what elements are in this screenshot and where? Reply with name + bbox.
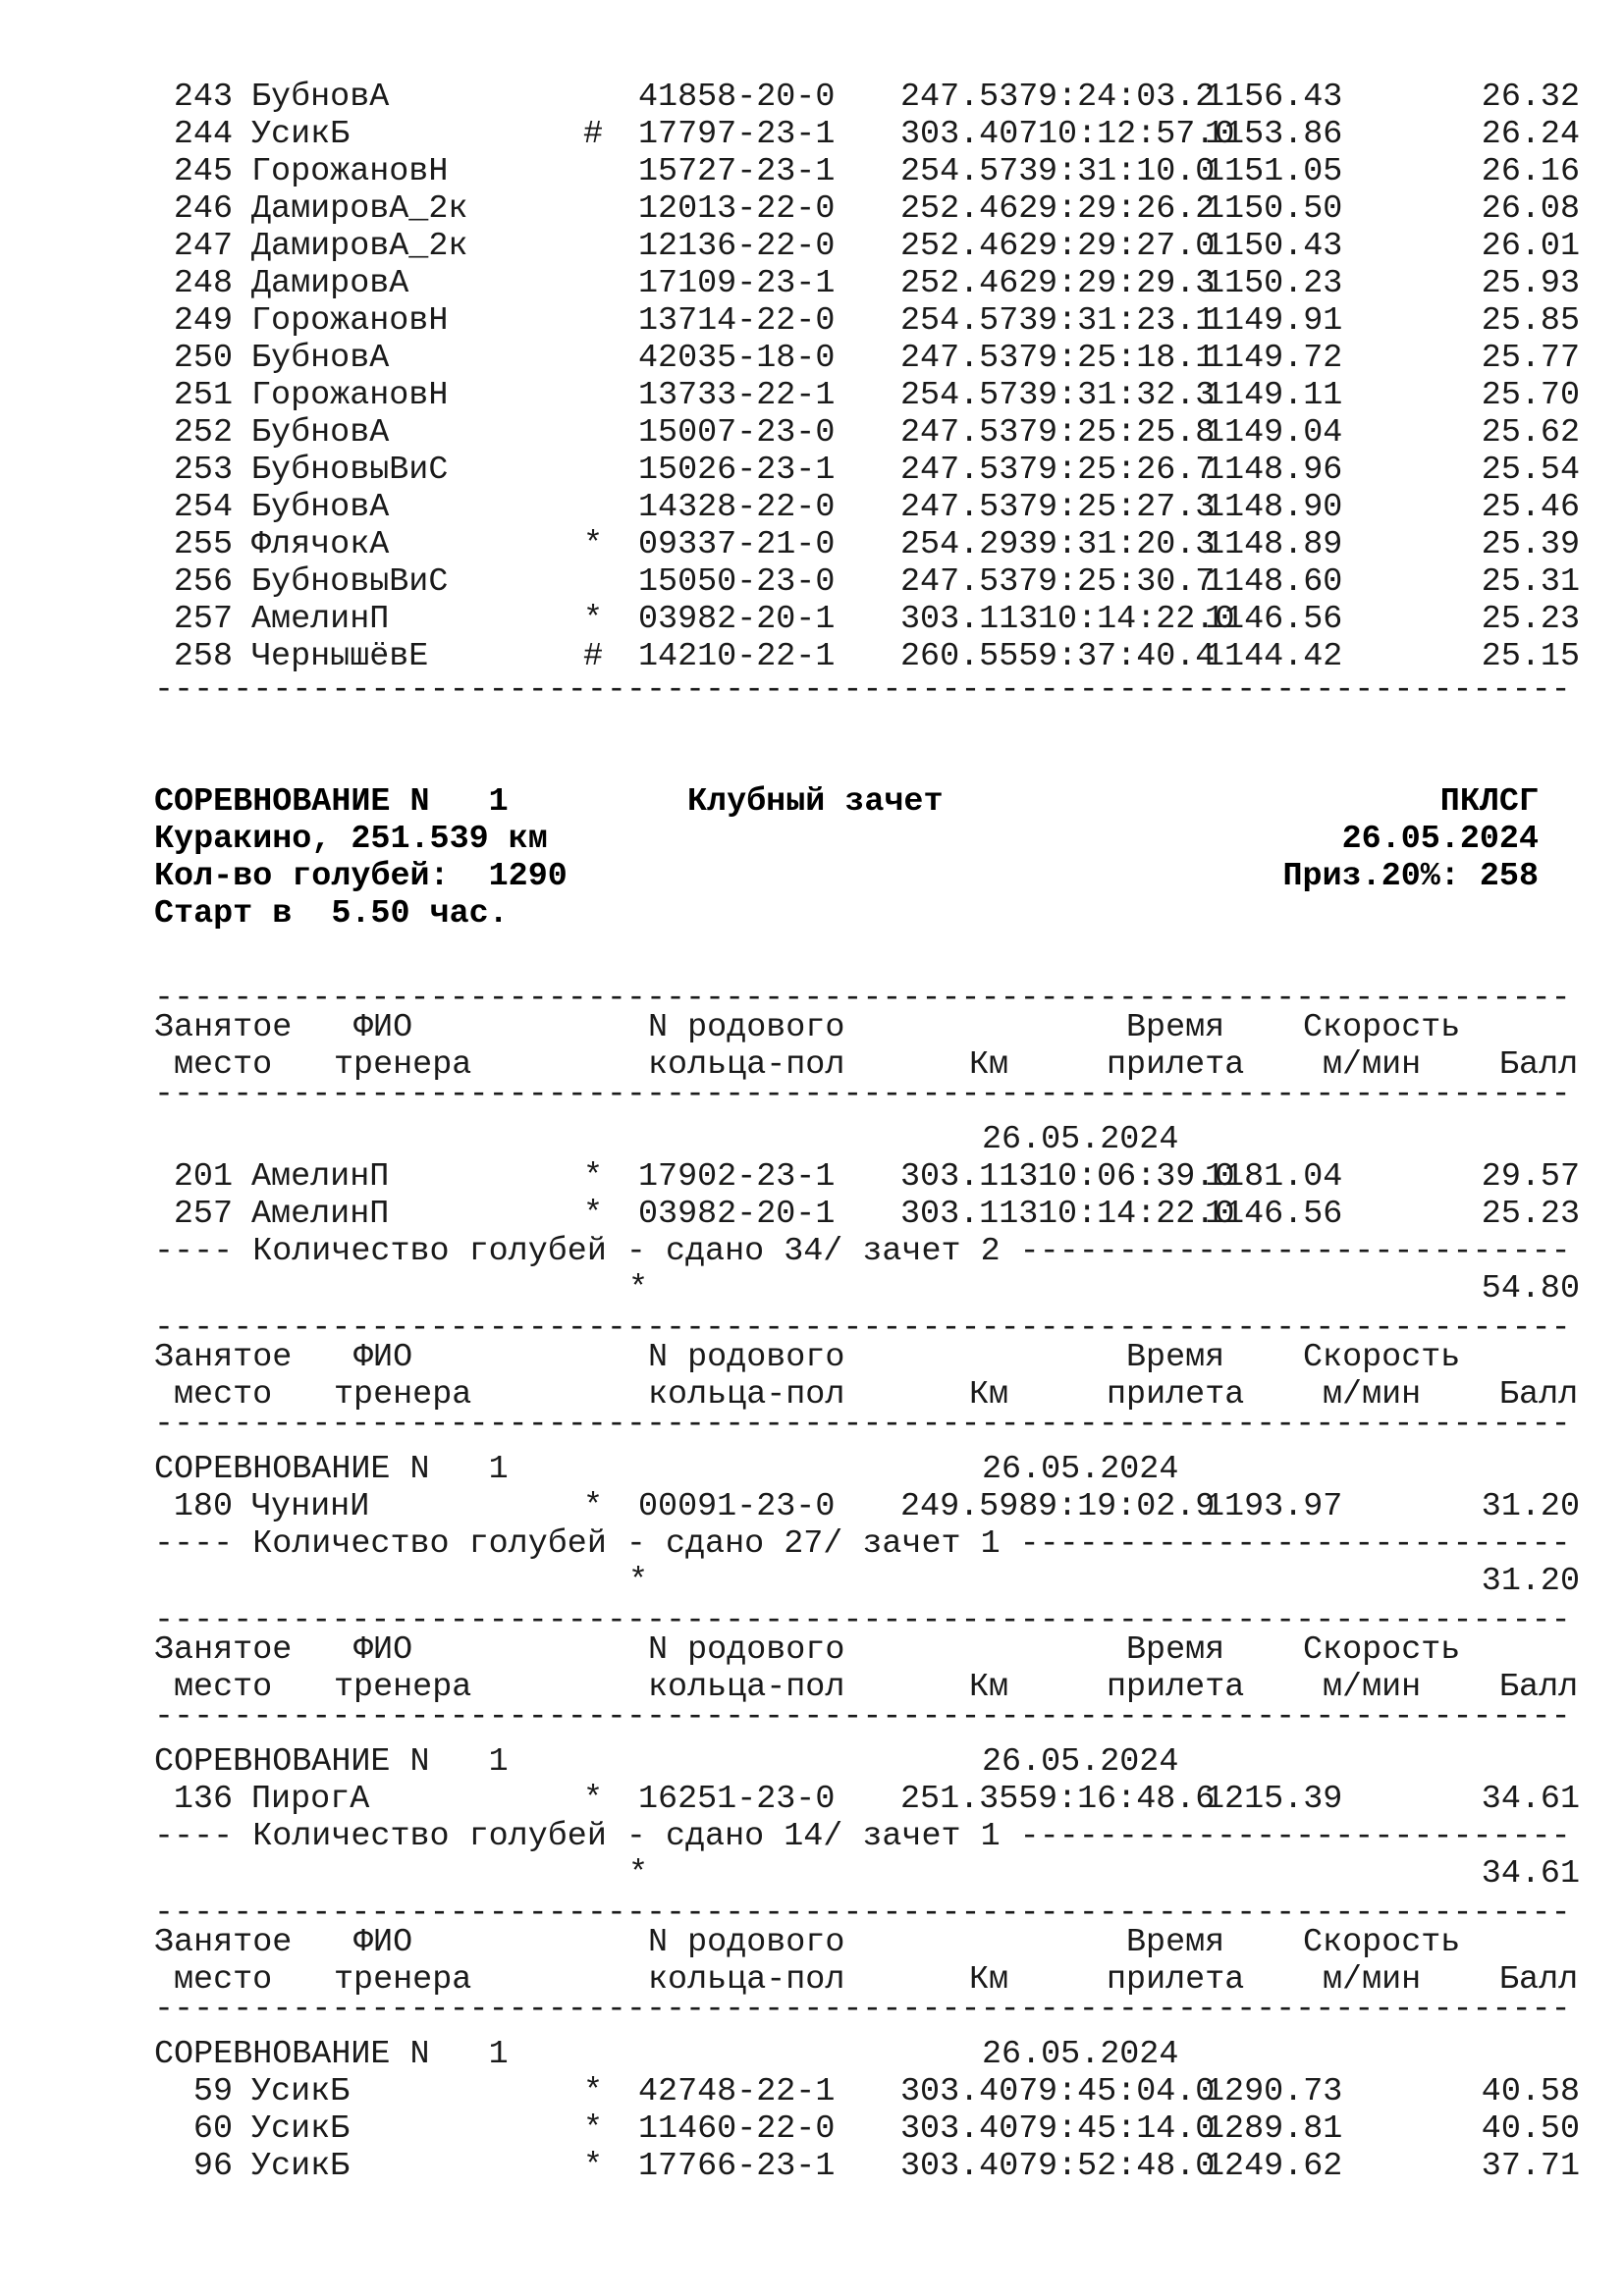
- result-row: [154, 489, 1580, 526]
- header-time: Время: [1126, 1339, 1225, 1376]
- header-place: Занятое: [154, 1924, 293, 1961]
- place-cell: 243: [173, 79, 233, 116]
- total-mark: *: [628, 1855, 649, 1893]
- header-speed-2: м/мин: [1323, 1961, 1422, 1999]
- arrival-time-cell: 9:25:18.1: [1038, 340, 1216, 377]
- km-cell: 252.462: [900, 190, 1039, 228]
- trainer-name-cell: УсикБ: [251, 2073, 351, 2110]
- organization-code: ПКЛСГ: [1439, 783, 1539, 821]
- score-cell: 40.50: [1481, 2110, 1580, 2148]
- mark-cell: *: [583, 526, 604, 563]
- header-ring-2: кольца-пол: [648, 1376, 845, 1414]
- header-time-2: прилета: [1107, 1669, 1245, 1706]
- group-result-row: [154, 2110, 1580, 2148]
- ring-number-cell: 14210-22-1: [638, 638, 836, 675]
- header-name: ФИО: [353, 1009, 413, 1046]
- speed-cell: 1156.43: [1205, 79, 1343, 116]
- header-time-2: прилета: [1107, 1961, 1245, 1999]
- pigeon-count: Кол-во голубей: 1290: [154, 858, 568, 895]
- place-cell: 60: [192, 2110, 233, 2148]
- score-cell: 25.15: [1481, 638, 1580, 675]
- trainer-name-cell: БубновА: [251, 489, 390, 526]
- km-cell: 254.573: [900, 377, 1039, 414]
- place-cell: 244: [173, 116, 233, 153]
- group-total-line: [154, 1270, 1580, 1308]
- ring-number-cell: 15050-23-0: [638, 563, 836, 601]
- competition-title: СОРЕВНОВАНИЕ N 1: [154, 783, 509, 821]
- km-cell: 303.407: [900, 2073, 1039, 2110]
- speed-cell: 1148.60: [1205, 563, 1343, 601]
- place-cell: 245: [173, 153, 233, 190]
- table-end-rule: ------------------------------------------------------------------------: [154, 671, 1571, 709]
- result-row: [154, 190, 1580, 228]
- trainer-name-cell: БубновыВиС: [251, 563, 449, 601]
- arrival-time-cell: 9:37:40.4: [1038, 638, 1216, 675]
- km-cell: 247.537: [900, 340, 1039, 377]
- score-cell: 34.61: [1481, 1781, 1580, 1818]
- km-cell: 249.598: [900, 1488, 1039, 1525]
- result-row: [154, 340, 1580, 377]
- arrival-time-cell: 10:12:57.0: [1038, 116, 1235, 153]
- header-line: [154, 858, 1539, 895]
- header-bottom-rule: ------------------------------------------------------------------------: [154, 1406, 1571, 1443]
- header-place: Занятое: [154, 1631, 293, 1669]
- km-cell: 303.407: [900, 116, 1039, 153]
- place-cell: 247: [173, 228, 233, 265]
- header-name: ФИО: [353, 1631, 413, 1669]
- header-time: Время: [1126, 1924, 1225, 1961]
- speed-cell: 1151.05: [1205, 153, 1343, 190]
- header-line: [154, 783, 1539, 821]
- group-top-rule: ------------------------------------------------------------------------: [154, 980, 1571, 1017]
- ring-number-cell: 13714-22-0: [638, 302, 836, 340]
- arrival-time-cell: 9:45:14.0: [1038, 2110, 1216, 2148]
- group-date: 26.05.2024: [982, 1451, 1179, 1488]
- header-km: Км: [969, 1669, 1009, 1706]
- trainer-name-cell: ФлячокА: [251, 526, 390, 563]
- trainer-name-cell: ГорожановН: [251, 153, 449, 190]
- group-date: 26.05.2024: [982, 1743, 1179, 1781]
- speed-cell: 1193.97: [1205, 1488, 1343, 1525]
- place-cell: 249: [173, 302, 233, 340]
- group-summary-line: ---- Количество голубей - сдано 34/ зачет 2 ----------------------------: [154, 1233, 1571, 1270]
- score-cell: 25.23: [1481, 601, 1580, 638]
- header-speed: Скорость: [1303, 1924, 1461, 1961]
- score-cell: 31.20: [1481, 1488, 1580, 1525]
- speed-cell: 1148.96: [1205, 452, 1343, 489]
- mark-cell: *: [583, 2110, 604, 2148]
- speed-cell: 1149.04: [1205, 414, 1343, 452]
- group-top-rule: ------------------------------------------------------------------------: [154, 1309, 1571, 1347]
- score-cell: 25.77: [1481, 340, 1580, 377]
- group-total-score: 31.20: [1481, 1563, 1580, 1600]
- header-score: Балл: [1499, 1961, 1579, 1999]
- column-header-line-1: [154, 1339, 1580, 1376]
- arrival-time-cell: 9:25:27.3: [1038, 489, 1216, 526]
- result-row: [154, 228, 1580, 265]
- header-time-2: прилета: [1107, 1376, 1245, 1414]
- arrival-time-cell: 9:29:29.3: [1038, 265, 1216, 302]
- trainer-name-cell: ЧунинИ: [251, 1488, 370, 1525]
- header-place: Занятое: [154, 1339, 293, 1376]
- speed-cell: 1144.42: [1205, 638, 1343, 675]
- result-row: [154, 563, 1580, 601]
- result-row: [154, 79, 1580, 116]
- arrival-time-cell: 9:52:48.0: [1038, 2148, 1216, 2185]
- speed-cell: 1153.86: [1205, 116, 1343, 153]
- score-cell: 25.70: [1481, 377, 1580, 414]
- trainer-name-cell: АмелинП: [251, 1196, 390, 1233]
- ring-number-cell: 09337-21-0: [638, 526, 836, 563]
- mark-cell: *: [583, 2073, 604, 2110]
- release-location: Куракино, 251.539 км: [154, 821, 548, 858]
- header-km: Км: [969, 1046, 1009, 1084]
- header-speed: Скорость: [1303, 1631, 1461, 1669]
- score-cell: 26.08: [1481, 190, 1580, 228]
- result-row: [154, 302, 1580, 340]
- header-name-2: тренера: [334, 1046, 472, 1084]
- place-cell: 258: [173, 638, 233, 675]
- km-cell: 303.113: [900, 1158, 1039, 1196]
- group-total-line: [154, 1855, 1580, 1893]
- header-ring: N родового: [648, 1924, 845, 1961]
- place-cell: 254: [173, 489, 233, 526]
- ring-number-cell: 42748-22-1: [638, 2073, 836, 2110]
- arrival-time-cell: 9:31:32.3: [1038, 377, 1216, 414]
- km-cell: 303.113: [900, 1196, 1039, 1233]
- km-cell: 254.573: [900, 153, 1039, 190]
- trainer-name-cell: БубновыВиС: [251, 452, 449, 489]
- km-cell: 254.293: [900, 526, 1039, 563]
- group-competition-label: СОРЕВНОВАНИЕ N 1: [154, 1451, 509, 1488]
- group-result-row: [154, 2073, 1580, 2110]
- ring-number-cell: 12013-22-0: [638, 190, 836, 228]
- column-header-line-1: [154, 1924, 1580, 1961]
- ring-number-cell: 41858-20-0: [638, 79, 836, 116]
- place-cell: 257: [173, 1196, 233, 1233]
- group-summary-line: ---- Количество голубей - сдано 27/ зачет 1 ----------------------------: [154, 1525, 1571, 1563]
- group-summary-line: ---- Количество голубей - сдано 14/ зачет 1 ----------------------------: [154, 1818, 1571, 1855]
- header-bottom-rule: ------------------------------------------------------------------------: [154, 1991, 1571, 2028]
- total-mark: *: [628, 1270, 649, 1308]
- ring-number-cell: 17766-23-1: [638, 2148, 836, 2185]
- header-ring: N родового: [648, 1339, 845, 1376]
- header-ring: N родового: [648, 1009, 845, 1046]
- score-cell: 25.85: [1481, 302, 1580, 340]
- ring-number-cell: 11460-22-0: [638, 2110, 836, 2148]
- header-name: ФИО: [353, 1924, 413, 1961]
- ring-number-cell: 03982-20-1: [638, 1196, 836, 1233]
- header-ring: N родового: [648, 1631, 845, 1669]
- header-name-2: тренера: [334, 1669, 472, 1706]
- arrival-time-cell: 10:14:22.0: [1038, 1196, 1235, 1233]
- score-cell: 37.71: [1481, 2148, 1580, 2185]
- ring-number-cell: 15727-23-1: [638, 153, 836, 190]
- header-place-2: место: [174, 1046, 273, 1084]
- speed-cell: 1148.90: [1205, 489, 1343, 526]
- header-km: Км: [969, 1376, 1009, 1414]
- ring-number-cell: 13733-22-1: [638, 377, 836, 414]
- score-cell: 25.39: [1481, 526, 1580, 563]
- group-result-row: [154, 1488, 1580, 1525]
- trainer-name-cell: ГорожановН: [251, 302, 449, 340]
- trainer-name-cell: БубновА: [251, 340, 390, 377]
- arrival-time-cell: 9:31:20.3: [1038, 526, 1216, 563]
- header-place: Занятое: [154, 1009, 293, 1046]
- prize-percent: Приз.20%: 258: [1282, 858, 1539, 895]
- place-cell: 136: [173, 1781, 233, 1818]
- score-cell: 25.54: [1481, 452, 1580, 489]
- trainer-name-cell: ГорожановН: [251, 377, 449, 414]
- speed-cell: 1150.43: [1205, 228, 1343, 265]
- result-row: [154, 265, 1580, 302]
- place-cell: 248: [173, 265, 233, 302]
- km-cell: 247.537: [900, 79, 1039, 116]
- mark-cell: *: [583, 1196, 604, 1233]
- mark-cell: *: [583, 601, 604, 638]
- speed-cell: 1146.56: [1205, 1196, 1343, 1233]
- speed-cell: 1149.91: [1205, 302, 1343, 340]
- arrival-time-cell: 9:24:03.2: [1038, 79, 1216, 116]
- group-label-line: [154, 1743, 1580, 1781]
- arrival-time-cell: 10:14:22.0: [1038, 601, 1235, 638]
- group-date: 26.05.2024: [982, 2036, 1179, 2073]
- report-subtitle: Клубный зачет: [687, 783, 944, 821]
- arrival-time-cell: 9:45:04.0: [1038, 2073, 1216, 2110]
- ring-number-cell: 15007-23-0: [638, 414, 836, 452]
- ring-number-cell: 17109-23-1: [638, 265, 836, 302]
- trainer-name-cell: ДамировА_2к: [251, 228, 468, 265]
- result-row: [154, 601, 1580, 638]
- place-cell: 255: [173, 526, 233, 563]
- header-speed-2: м/мин: [1323, 1669, 1422, 1706]
- score-cell: 40.58: [1481, 2073, 1580, 2110]
- column-header-line-1: [154, 1631, 1580, 1669]
- trainer-name-cell: ПирогА: [251, 1781, 370, 1818]
- speed-cell: 1181.04: [1205, 1158, 1343, 1196]
- result-row: [154, 414, 1580, 452]
- header-name-2: тренера: [334, 1376, 472, 1414]
- group-top-rule: ------------------------------------------------------------------------: [154, 1895, 1571, 1932]
- group-result-row: [154, 1781, 1580, 1818]
- km-cell: 303.113: [900, 601, 1039, 638]
- header-score: Балл: [1499, 1376, 1579, 1414]
- group-competition-label: СОРЕВНОВАНИЕ N 1: [154, 1743, 509, 1781]
- speed-cell: 1146.56: [1205, 601, 1343, 638]
- score-cell: 25.23: [1481, 1196, 1580, 1233]
- ring-number-cell: 15026-23-1: [638, 452, 836, 489]
- ring-number-cell: 12136-22-0: [638, 228, 836, 265]
- km-cell: 247.537: [900, 414, 1039, 452]
- mark-cell: *: [583, 1781, 604, 1818]
- trainer-name-cell: АмелинП: [251, 601, 390, 638]
- arrival-time-cell: 10:06:39.0: [1038, 1158, 1235, 1196]
- ring-number-cell: 16251-23-0: [638, 1781, 836, 1818]
- header-line: [154, 895, 1539, 933]
- mark-cell: *: [583, 2148, 604, 2185]
- place-cell: 59: [192, 2073, 233, 2110]
- group-result-row: [154, 1196, 1580, 1233]
- result-row: [154, 452, 1580, 489]
- speed-cell: 1148.89: [1205, 526, 1343, 563]
- km-cell: 254.573: [900, 302, 1039, 340]
- header-place-2: место: [174, 1669, 273, 1706]
- speed-cell: 1249.62: [1205, 2148, 1343, 2185]
- arrival-time-cell: 9:29:27.0: [1038, 228, 1216, 265]
- group-competition-label: СОРЕВНОВАНИЕ N 1: [154, 2036, 509, 2073]
- result-row: [154, 526, 1580, 563]
- mark-cell: *: [583, 1158, 604, 1196]
- group-label-line: [154, 1121, 1580, 1158]
- header-speed: Скорость: [1303, 1339, 1461, 1376]
- result-row: [154, 377, 1580, 414]
- ring-number-cell: 42035-18-0: [638, 340, 836, 377]
- trainer-name-cell: ДамировА: [251, 265, 409, 302]
- score-cell: 25.46: [1481, 489, 1580, 526]
- km-cell: 303.407: [900, 2110, 1039, 2148]
- trainer-name-cell: АмелинП: [251, 1158, 390, 1196]
- speed-cell: 1150.50: [1205, 190, 1343, 228]
- group-result-row: [154, 2148, 1580, 2185]
- group-label-line: [154, 1451, 1580, 1488]
- header-speed-2: м/мин: [1323, 1046, 1422, 1084]
- arrival-time-cell: 9:19:02.9: [1038, 1488, 1216, 1525]
- header-name: ФИО: [353, 1339, 413, 1376]
- total-mark: *: [628, 1563, 649, 1600]
- mark-cell: *: [583, 1488, 604, 1525]
- column-header-line-1: [154, 1009, 1580, 1046]
- place-cell: 246: [173, 190, 233, 228]
- trainer-name-cell: УсикБ: [251, 116, 351, 153]
- trainer-name-cell: ДамировА_2к: [251, 190, 468, 228]
- header-ring-2: кольца-пол: [648, 1046, 845, 1084]
- place-cell: 257: [173, 601, 233, 638]
- mark-cell: #: [583, 638, 604, 675]
- result-row: [154, 153, 1580, 190]
- header-speed: Скорость: [1303, 1009, 1461, 1046]
- speed-cell: 1150.23: [1205, 265, 1343, 302]
- header-bottom-rule: ------------------------------------------------------------------------: [154, 1076, 1571, 1113]
- km-cell: 247.537: [900, 489, 1039, 526]
- place-cell: 201: [173, 1158, 233, 1196]
- ring-number-cell: 14328-22-0: [638, 489, 836, 526]
- ring-number-cell: 17902-23-1: [638, 1158, 836, 1196]
- place-cell: 180: [173, 1488, 233, 1525]
- arrival-time-cell: 9:25:26.7: [1038, 452, 1216, 489]
- header-time: Время: [1126, 1631, 1225, 1669]
- header-time-2: прилета: [1107, 1046, 1245, 1084]
- score-cell: 26.32: [1481, 79, 1580, 116]
- km-cell: 252.462: [900, 228, 1039, 265]
- place-cell: 253: [173, 452, 233, 489]
- trainer-name-cell: ЧернышёвЕ: [251, 638, 429, 675]
- km-cell: 252.462: [900, 265, 1039, 302]
- score-cell: 26.01: [1481, 228, 1580, 265]
- group-total-score: 34.61: [1481, 1855, 1580, 1893]
- group-total-line: [154, 1563, 1580, 1600]
- header-speed-2: м/мин: [1323, 1376, 1422, 1414]
- arrival-time-cell: 9:31:23.1: [1038, 302, 1216, 340]
- group-top-rule: ------------------------------------------------------------------------: [154, 1602, 1571, 1639]
- speed-cell: 1289.81: [1205, 2110, 1343, 2148]
- arrival-time-cell: 9:16:48.6: [1038, 1781, 1216, 1818]
- header-time: Время: [1126, 1009, 1225, 1046]
- header-bottom-rule: ------------------------------------------------------------------------: [154, 1698, 1571, 1735]
- group-result-row: [154, 1158, 1580, 1196]
- mark-cell: #: [583, 116, 604, 153]
- header-score: Балл: [1499, 1669, 1579, 1706]
- header-place-2: место: [174, 1376, 273, 1414]
- header-km: Км: [969, 1961, 1009, 1999]
- start-time: Старт в 5.50 час.: [154, 895, 509, 933]
- speed-cell: 1290.73: [1205, 2073, 1343, 2110]
- header-score: Балл: [1499, 1046, 1579, 1084]
- ring-number-cell: 00091-23-0: [638, 1488, 836, 1525]
- speed-cell: 1215.39: [1205, 1781, 1343, 1818]
- trainer-name-cell: УсикБ: [251, 2148, 351, 2185]
- arrival-time-cell: 9:31:10.0: [1038, 153, 1216, 190]
- result-row: [154, 638, 1580, 675]
- header-line: [154, 821, 1539, 858]
- header-ring-2: кольца-пол: [648, 1669, 845, 1706]
- km-cell: 260.555: [900, 638, 1039, 675]
- place-cell: 96: [192, 2148, 233, 2185]
- km-cell: 303.407: [900, 2148, 1039, 2185]
- group-date: 26.05.2024: [982, 1121, 1179, 1158]
- trainer-name-cell: БубновА: [251, 79, 390, 116]
- score-cell: 26.16: [1481, 153, 1580, 190]
- arrival-time-cell: 9:29:26.2: [1038, 190, 1216, 228]
- speed-cell: 1149.72: [1205, 340, 1343, 377]
- ring-number-cell: 03982-20-1: [638, 601, 836, 638]
- score-cell: 26.24: [1481, 116, 1580, 153]
- group-total-score: 54.80: [1481, 1270, 1580, 1308]
- km-cell: 251.355: [900, 1781, 1039, 1818]
- place-cell: 252: [173, 414, 233, 452]
- km-cell: 247.537: [900, 452, 1039, 489]
- header-name-2: тренера: [334, 1961, 472, 1999]
- score-cell: 25.31: [1481, 563, 1580, 601]
- score-cell: 29.57: [1481, 1158, 1580, 1196]
- race-date: 26.05.2024: [1341, 821, 1539, 858]
- ring-number-cell: 17797-23-1: [638, 116, 836, 153]
- km-cell: 247.537: [900, 563, 1039, 601]
- result-row: [154, 116, 1580, 153]
- trainer-name-cell: УсикБ: [251, 2110, 351, 2148]
- arrival-time-cell: 9:25:30.7: [1038, 563, 1216, 601]
- trainer-name-cell: БубновА: [251, 414, 390, 452]
- score-cell: 25.62: [1481, 414, 1580, 452]
- group-label-line: [154, 2036, 1580, 2073]
- arrival-time-cell: 9:25:25.8: [1038, 414, 1216, 452]
- place-cell: 250: [173, 340, 233, 377]
- speed-cell: 1149.11: [1205, 377, 1343, 414]
- place-cell: 256: [173, 563, 233, 601]
- header-place-2: место: [174, 1961, 273, 1999]
- header-ring-2: кольца-пол: [648, 1961, 845, 1999]
- place-cell: 251: [173, 377, 233, 414]
- score-cell: 25.93: [1481, 265, 1580, 302]
